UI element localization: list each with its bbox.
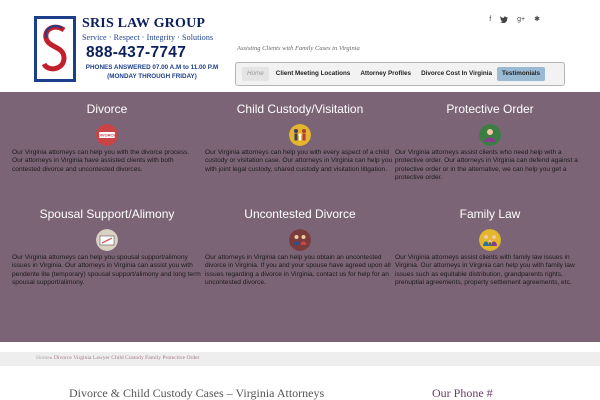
- service-divorce: [12, 102, 202, 174]
- service-description: Our Virginia attorneys can help you spousal support/alimony issues in Virginia. Our attorneys in Virginia can assist you with pendente lite (temporary) spousal support/alimony and long term spousal support/alimony.: [12, 254, 201, 287]
- phone-heading: Our Phone #: [432, 386, 493, 400]
- service-protective-order: [395, 102, 585, 183]
- service-title[interactable]: Uncontested Divorce: [244, 207, 356, 221]
- service-child-custody: [205, 102, 395, 174]
- firm-phone: 888-437-7747: [86, 44, 187, 61]
- divorce-icon: [96, 124, 118, 146]
- main-nav: [235, 62, 565, 86]
- service-title[interactable]: Protective Order: [446, 102, 534, 116]
- header-tagline: Assisting Clients with Family Cases in Virginia: [237, 45, 360, 52]
- breadcrumb: [36, 355, 200, 361]
- nav-client-meeting-locations[interactable]: Client Meeting Locations: [275, 70, 351, 77]
- twitter-icon[interactable]: [500, 16, 508, 26]
- service-title[interactable]: Spousal Support/Alimony: [39, 207, 175, 221]
- firm-name: SRIS LAW GROUP: [82, 16, 206, 31]
- practice-areas: [0, 92, 600, 342]
- social-links: [489, 16, 540, 26]
- facebook-icon[interactable]: f: [489, 16, 492, 23]
- nav-home[interactable]: Home: [242, 67, 269, 81]
- nav-divorce-cost[interactable]: Divorce Cost In Virginia: [421, 70, 492, 77]
- service-spousal-support: [12, 207, 202, 288]
- service-family-law: [395, 207, 585, 288]
- phone-hours-line1: PHONES ANSWERED 07.00 A.M to 11.00 P.M: [85, 64, 219, 71]
- logo[interactable]: [34, 14, 220, 88]
- service-description: Our Virginia attorneys assist clients with family law issues in Virginia. Our attorneys in Virginia can help you with family law issues such as equitable distribution, grandparents rights, prenuptial agreements, property settlement agreements, etc.: [395, 254, 575, 287]
- service-title[interactable]: Child Custody/Visitation: [236, 102, 364, 116]
- service-description: Our Virginia attorneys can help you with the divorce process. Our attorneys in Virginia have assisted clients with both contested divorce and uncontested divorces.: [12, 149, 190, 173]
- breadcrumb-current: Divorce Virginia Lawyer Child Custody Family Protective Order: [53, 355, 200, 361]
- breadcrumb-separator: »: [49, 355, 53, 361]
- service-description: Our attorneys in Virginia can help you obtain an uncontested divorce in Virginia. If you and your spouse have agreed upon all issues regarding a divorce in Virginia, contact us for help for an uncontested divorce.: [205, 254, 391, 287]
- nav-attorney-profiles[interactable]: Attorney Profiles: [360, 70, 412, 77]
- sris-logo-mark: [34, 16, 76, 82]
- service-description: Our Virginia attorneys assist clients who need help with a protective order. Our attorneys in Virginia can defend against a protective order or in the alternative, we can help you get a protective order.: [395, 149, 578, 182]
- site-header: [0, 0, 600, 92]
- service-uncontested-divorce: [205, 207, 395, 288]
- protective-order-icon: [479, 124, 501, 146]
- family-law-icon: [479, 229, 501, 251]
- page-title: Divorce & Child Custody Cases – Virginia Attorneys: [69, 386, 325, 400]
- uncontested-divorce-icon: [289, 229, 311, 251]
- spousal-support-icon: [96, 229, 118, 251]
- svg-text:DIVORCE: DIVORCE: [97, 132, 117, 138]
- firm-tagline: Service · Respect · Integrity · Solutions: [82, 33, 214, 42]
- yelp-icon[interactable]: ✱: [534, 16, 540, 23]
- google-plus-icon[interactable]: g+: [517, 16, 526, 23]
- service-title[interactable]: Divorce: [86, 102, 128, 116]
- phone-hours-line2: (MONDAY THROUGH FRIDAY): [107, 72, 197, 80]
- service-description: Our Virginia attorneys can help you with every aspect of a child custody or visitation case. Our attorneys in Virginia can help you with joint legal custody, shared custody and visitation litigation.: [205, 149, 393, 173]
- child-custody-icon: [289, 124, 311, 146]
- breadcrumb-bar: [0, 352, 600, 366]
- service-title[interactable]: Family Law: [459, 207, 521, 221]
- nav-testimonials[interactable]: Testimonials: [497, 67, 545, 81]
- breadcrumb-home[interactable]: Home: [36, 355, 50, 361]
- phone-hours: [82, 64, 222, 81]
